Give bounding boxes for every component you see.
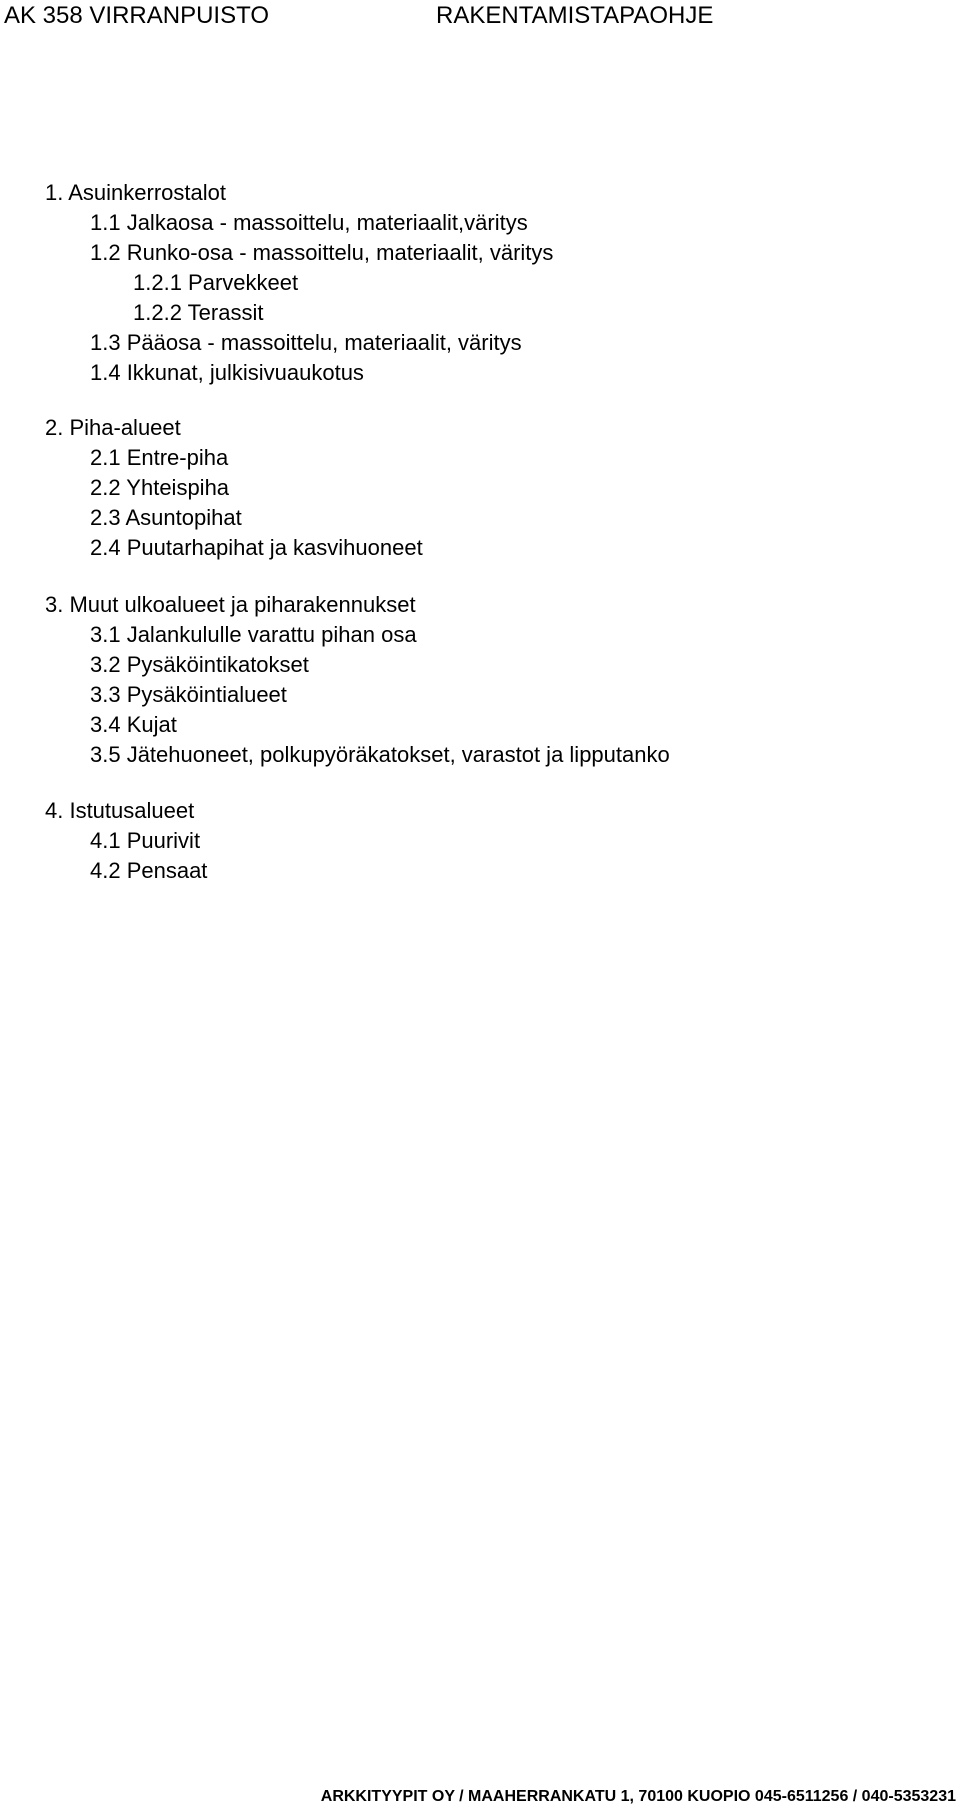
toc-item-2-4: 2.4 Puutarhapihat ja kasvihuoneet bbox=[90, 535, 423, 560]
toc-section-1: 1. Asuinkerrostalot bbox=[45, 180, 226, 205]
toc-item-1-4: 1.4 Ikkunat, julkisivuaukotus bbox=[90, 360, 364, 385]
toc-item-3-4: 3.4 Kujat bbox=[90, 712, 177, 737]
toc-item-3-2: 3.2 Pysäköintikatokset bbox=[90, 652, 309, 677]
toc-item-3-3: 3.3 Pysäköintialueet bbox=[90, 682, 287, 707]
toc-item-2-2: 2.2 Yhteispiha bbox=[90, 475, 230, 500]
toc-item-3-5: 3.5 Jätehuoneet, polkupyöräkatokset, varastot ja lipputanko bbox=[90, 742, 670, 767]
header-document-type: RAKENTAMISTAPAOHJE bbox=[436, 2, 714, 29]
toc-item-2-3: 2.3 Asuntopihat bbox=[90, 505, 242, 530]
toc-section-2: 2. Piha-alueet bbox=[45, 415, 181, 440]
toc-section-4: 4. Istutusalueet bbox=[45, 798, 195, 823]
header-project-name: AK 358 VIRRANPUISTO bbox=[4, 2, 269, 29]
toc-item-1-2: 1.2 Runko-osa - massoittelu, materiaalit, väritys bbox=[90, 240, 554, 265]
toc-item-1-1: 1.1 Jalkaosa - massoittelu, materiaalit,väritys bbox=[90, 210, 528, 235]
toc-item-1-3: 1.3 Pääosa - massoittelu, materiaalit, väritys bbox=[90, 330, 522, 355]
toc-item-1-2-2: 1.2.2 Terassit bbox=[133, 300, 264, 325]
footer-contact: ARKKITYYPIT OY / MAAHERRANKATU 1, 70100 KUOPIO 045-6511256 / 040-5353231 bbox=[320, 1788, 956, 1805]
toc-section-3: 3. Muut ulkoalueet ja piharakennukset bbox=[45, 592, 416, 617]
toc-item-4-2: 4.2 Pensaat bbox=[90, 858, 208, 883]
toc-item-3-1: 3.1 Jalankululle varattu pihan osa bbox=[90, 622, 417, 647]
toc-item-2-1: 2.1 Entre-piha bbox=[90, 445, 229, 470]
toc-item-1-2-1: 1.2.1 Parvekkeet bbox=[133, 270, 299, 295]
toc-item-4-1: 4.1 Puurivit bbox=[90, 828, 201, 853]
